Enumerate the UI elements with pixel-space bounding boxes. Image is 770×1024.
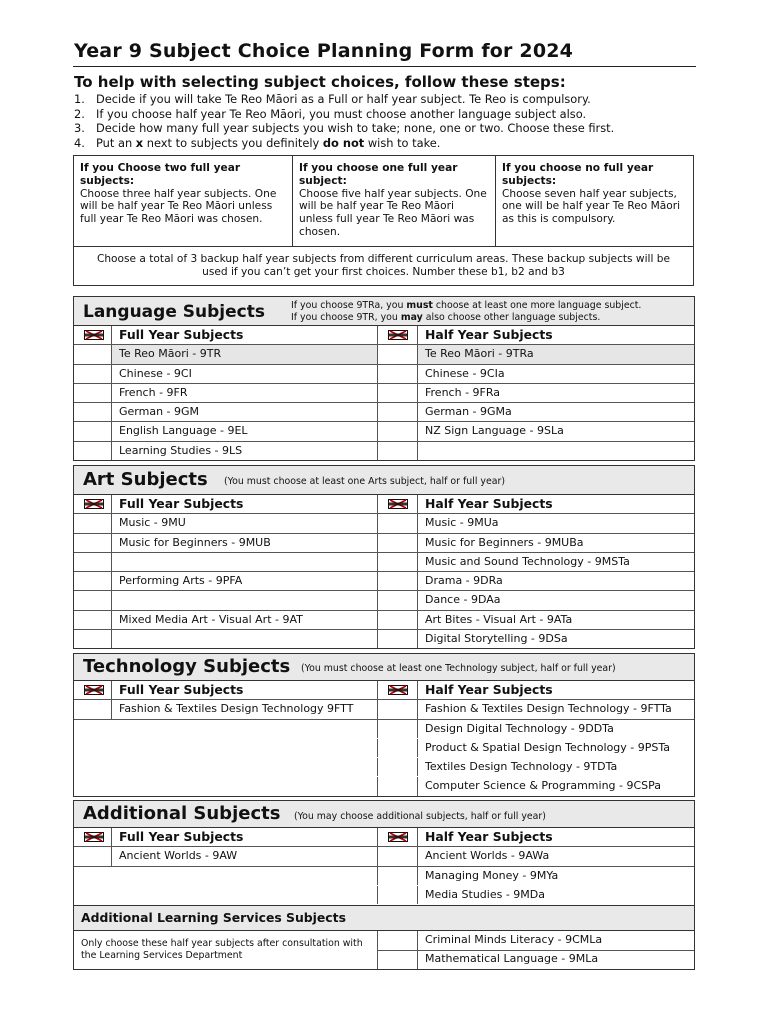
subject-row xyxy=(74,384,694,403)
half-year-checkbox[interactable] xyxy=(378,758,418,776)
language-section xyxy=(73,296,695,461)
half-year-checkbox[interactable] xyxy=(378,739,418,757)
x-mark-icon xyxy=(378,681,418,699)
subject-row xyxy=(74,422,694,441)
x-mark-icon xyxy=(378,495,418,513)
full-year-checkbox[interactable] xyxy=(74,514,112,532)
table-header-row xyxy=(74,828,694,847)
half-year-subject: Criminal Minds Literacy - 9CMLa xyxy=(425,933,603,947)
half-year-checkbox[interactable] xyxy=(378,422,418,440)
section-title: Additional Subjects xyxy=(83,803,281,824)
half-year-checkbox[interactable] xyxy=(378,630,418,648)
backup-instructions: Choose a total of 3 backup half year subjects from different curriculum areas. These backup subjects will be used if you can’t get your first choices. Number these b1, b2 and b3 xyxy=(74,246,693,285)
steps-list xyxy=(74,92,704,150)
section-header xyxy=(74,654,694,681)
choice-no-full: If you choose no full year subjects: Choose seven half year subjects, one will be half year Te Reo Māori as this is compulsory. xyxy=(502,162,681,226)
language-table xyxy=(74,326,694,460)
half-year-header: Half Year Subjects xyxy=(425,829,553,844)
step-item: 2. If you choose half year Te Reo Māori, you must choose another language subject also. xyxy=(74,106,587,121)
full-year-checkbox[interactable] xyxy=(74,345,112,363)
als-title: Additional Learning Services Subjects xyxy=(81,910,346,926)
half-year-subject: Te Reo Māori - 9TRa xyxy=(418,345,694,363)
subject-row xyxy=(74,739,694,758)
additional-table xyxy=(74,828,694,969)
half-year-subject: Design Digital Technology - 9DDTa xyxy=(425,721,614,735)
half-year-header: Half Year Subjects xyxy=(425,682,553,697)
subject-row xyxy=(74,630,694,648)
subject-row xyxy=(74,403,694,422)
full-year-subject: Music for Beginners - 9MUB xyxy=(112,534,378,552)
full-year-subject: German - 9GM xyxy=(112,403,378,421)
choice-two-full: If you Choose two full year subjects: Choose three half year subjects. One will be half year Te Reo Māori unless full year Te Reo Māori was chosen. xyxy=(74,156,293,246)
subject-row xyxy=(378,950,694,969)
full-year-subject: Ancient Worlds - 9AW xyxy=(112,847,378,865)
step-item: 4. Put an x next to subjects you definitely do not wish to take. xyxy=(74,135,441,150)
half-year-checkbox[interactable] xyxy=(378,553,418,571)
art-section xyxy=(73,465,695,649)
half-year-checkbox[interactable] xyxy=(378,403,418,421)
x-mark-icon xyxy=(378,828,418,846)
half-year-subject: Music - 9MUa xyxy=(425,516,499,530)
full-year-checkbox[interactable] xyxy=(74,422,112,440)
full-year-subject xyxy=(112,591,378,609)
subject-row xyxy=(74,611,694,630)
full-year-header: Full Year Subjects xyxy=(112,495,378,513)
section-note: If you choose 9TRa, you must choose at least one more language subject. If you choose 9TR, you may also choose other language subjects. xyxy=(291,300,642,323)
choice-rules-box xyxy=(73,155,694,286)
blank-cell xyxy=(74,758,378,776)
half-year-subject xyxy=(418,442,694,460)
table-header-row xyxy=(74,326,694,345)
half-year-subject: Managing Money - 9MYa xyxy=(425,868,559,882)
full-year-checkbox[interactable] xyxy=(74,847,112,865)
half-year-subject: Art Bites - Visual Art - 9ATa xyxy=(425,612,573,626)
subject-row xyxy=(74,534,694,553)
art-table xyxy=(74,495,694,648)
half-year-subject: Drama - 9DRa xyxy=(425,574,503,588)
table-header-row xyxy=(74,681,694,700)
full-year-checkbox[interactable] xyxy=(74,403,112,421)
half-year-checkbox[interactable] xyxy=(378,886,418,904)
half-year-subject: Dance - 9DAa xyxy=(425,593,501,607)
half-year-checkbox[interactable] xyxy=(378,345,418,363)
x-mark-icon xyxy=(74,681,112,699)
subject-row xyxy=(378,931,694,951)
full-year-checkbox[interactable] xyxy=(74,534,112,552)
subject-row xyxy=(74,345,694,364)
full-year-header: Full Year Subjects xyxy=(112,681,378,699)
subject-row xyxy=(74,867,694,886)
half-year-checkbox[interactable] xyxy=(378,611,418,629)
full-year-subject: English Language - 9EL xyxy=(112,422,378,440)
half-year-checkbox[interactable] xyxy=(378,931,418,950)
x-mark-icon xyxy=(74,495,112,513)
subject-row xyxy=(74,591,694,610)
half-year-checkbox[interactable] xyxy=(378,720,418,738)
full-year-subject: Te Reo Māori - 9TR xyxy=(112,345,378,363)
full-year-checkbox[interactable] xyxy=(74,700,112,718)
section-note: (You may choose additional subjects, half or full year) xyxy=(294,811,546,822)
als-note: Only choose these half year subjects after consultation with the Learning Services Department xyxy=(74,931,378,969)
half-year-subject: German - 9GMa xyxy=(425,405,512,419)
section-header xyxy=(74,801,694,828)
subject-row xyxy=(74,572,694,591)
half-year-subject: Music for Beginners - 9MUBa xyxy=(425,535,584,549)
full-year-checkbox[interactable] xyxy=(74,442,112,460)
subject-row xyxy=(74,777,694,795)
blank-cell xyxy=(74,777,378,795)
half-year-checkbox[interactable] xyxy=(378,442,418,460)
half-year-subject: Mathematical Language - 9MLa xyxy=(425,952,599,966)
full-year-checkbox[interactable] xyxy=(74,384,112,402)
technology-table xyxy=(74,681,694,796)
subject-row xyxy=(74,847,694,866)
x-mark-icon xyxy=(74,326,112,344)
full-year-checkbox[interactable] xyxy=(74,611,112,629)
half-year-subject: French - 9FRa xyxy=(425,385,500,399)
half-year-checkbox[interactable] xyxy=(378,700,418,718)
full-year-checkbox[interactable] xyxy=(74,630,112,648)
x-mark-icon xyxy=(74,828,112,846)
full-year-subject: Performing Arts - 9PFA xyxy=(112,572,378,590)
half-year-header: Half Year Subjects xyxy=(425,496,553,511)
section-title: Technology Subjects xyxy=(83,656,291,677)
full-year-subject: Fashion & Textiles Design Technology 9FTT xyxy=(112,700,378,718)
half-year-checkbox[interactable] xyxy=(378,867,418,885)
full-year-subject: French - 9FR xyxy=(112,384,378,402)
subject-row xyxy=(74,514,694,533)
half-year-checkbox[interactable] xyxy=(378,534,418,552)
als-header-row xyxy=(74,905,694,931)
technology-section xyxy=(73,653,695,797)
als-block xyxy=(74,931,694,969)
full-year-subject: Learning Studies - 9LS xyxy=(112,442,378,460)
subject-row xyxy=(74,700,694,719)
subject-row xyxy=(74,758,694,777)
full-year-subject xyxy=(112,630,378,648)
half-year-checkbox[interactable] xyxy=(378,847,418,865)
steps-heading: To help with selecting subject choices, follow these steps: xyxy=(74,73,566,91)
half-year-checkbox[interactable] xyxy=(378,384,418,402)
full-year-subject: Mixed Media Art - Visual Art - 9AT xyxy=(112,611,378,629)
full-year-subject: Chinese - 9CI xyxy=(112,365,378,383)
half-year-subject: Fashion & Textiles Design Technology - 9FTTa xyxy=(425,702,672,716)
half-year-subject: Product & Spatial Design Technology - 9PSTa xyxy=(425,740,671,754)
x-mark-icon xyxy=(378,326,418,344)
section-title: Art Subjects xyxy=(83,469,208,490)
half-year-subject: Chinese - 9CIa xyxy=(425,366,505,380)
page-title: Year 9 Subject Choice Planning Form for 2024 xyxy=(74,40,574,62)
subject-row xyxy=(74,553,694,572)
half-year-subject: Music and Sound Technology - 9MSTa xyxy=(425,554,630,568)
half-year-subject: NZ Sign Language - 9SLa xyxy=(425,424,564,438)
half-year-subject: Digital Storytelling - 9DSa xyxy=(425,632,568,646)
full-year-subject xyxy=(112,553,378,571)
full-year-header: Full Year Subjects xyxy=(112,326,378,344)
section-header xyxy=(74,297,694,326)
half-year-subject: Computer Science & Programming - 9CSPa xyxy=(425,779,662,793)
section-title: Language Subjects xyxy=(83,302,265,322)
half-year-checkbox[interactable] xyxy=(378,950,418,969)
half-year-checkbox[interactable] xyxy=(378,591,418,609)
subject-row xyxy=(74,720,694,739)
full-year-checkbox[interactable] xyxy=(74,591,112,609)
full-year-checkbox[interactable] xyxy=(74,365,112,383)
half-year-subject: Textiles Design Technology - 9TDTa xyxy=(425,760,618,774)
half-year-subject: Media Studies - 9MDa xyxy=(425,887,546,901)
full-year-subject: Music - 9MU xyxy=(112,514,378,532)
full-year-checkbox[interactable] xyxy=(74,553,112,571)
section-header xyxy=(74,466,694,495)
title-rule xyxy=(73,66,696,67)
full-year-header: Full Year Subjects xyxy=(112,828,378,846)
choice-one-full: If you choose one full year subject: Choose five half year subjects. One will be half year Te Reo Māori unless full year Te Reo Māori was chosen. xyxy=(293,156,496,246)
blank-cell xyxy=(74,720,378,738)
subject-row xyxy=(74,442,694,460)
blank-cell xyxy=(74,739,378,757)
table-header-row xyxy=(74,495,694,514)
blank-cell xyxy=(74,867,378,885)
step-item: 1. Decide if you will take Te Reo Māori as a Full or half year subject. Te Reo is compulsory. xyxy=(74,92,591,106)
subject-row xyxy=(74,886,694,905)
half-year-checkbox[interactable] xyxy=(378,572,418,590)
half-year-checkbox[interactable] xyxy=(378,777,418,795)
half-year-header: Half Year Subjects xyxy=(425,327,553,342)
half-year-subject: Ancient Worlds - 9AWa xyxy=(425,849,550,863)
subject-row xyxy=(74,365,694,384)
section-note: (You must choose at least one Technology subject, half or full year) xyxy=(301,663,616,674)
half-year-checkbox[interactable] xyxy=(378,365,418,383)
step-item: 3. Decide how many full year subjects you wish to take; none, one or two. Choose these first. xyxy=(74,121,615,135)
full-year-checkbox[interactable] xyxy=(74,572,112,590)
section-note: (You must choose at least one Arts subject, half or full year) xyxy=(224,476,505,487)
additional-section xyxy=(73,800,695,970)
half-year-checkbox[interactable] xyxy=(378,514,418,532)
blank-cell xyxy=(74,886,378,904)
